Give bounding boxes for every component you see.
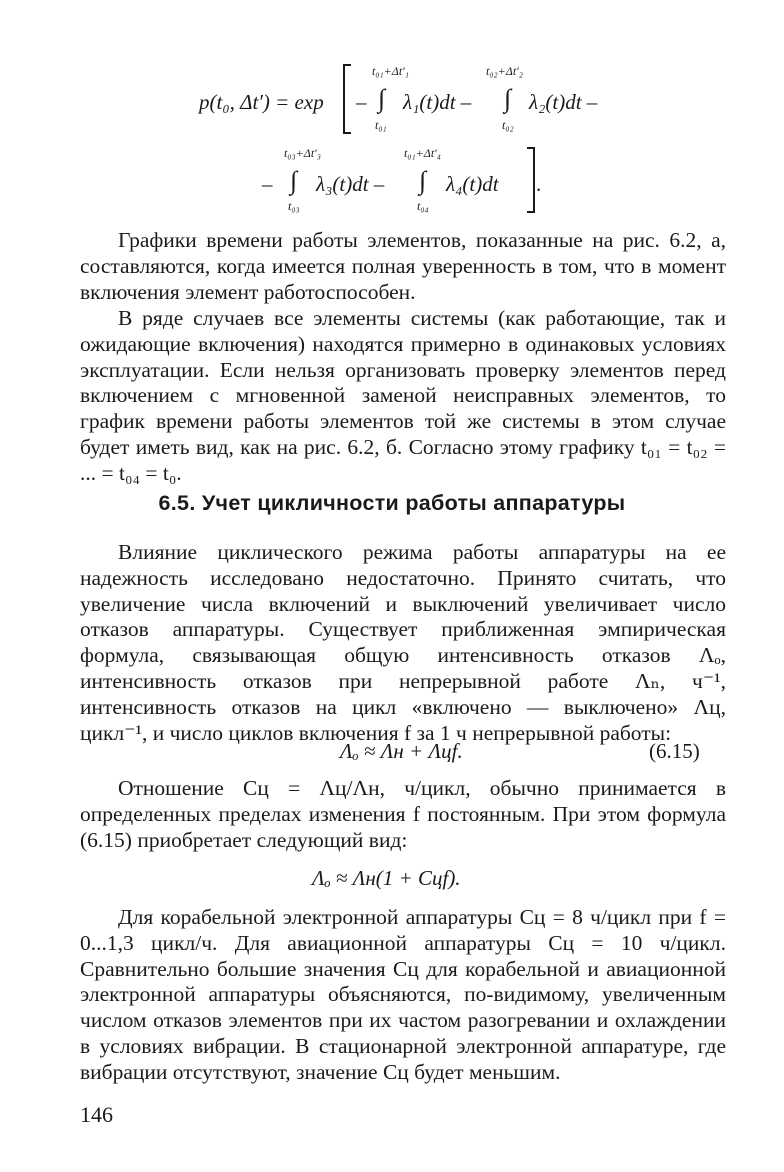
int1-lower: t₀₁: [375, 118, 387, 132]
int3-upper: t₀₃+Δt′₃: [284, 146, 321, 160]
equation-number-6-15: (6.15): [649, 739, 700, 763]
left-bracket: [343, 64, 351, 134]
equation-6-15: Λₒ ≈ Λн + Λцf.: [340, 739, 463, 763]
int2-upper: t₀₂+Δt′₂: [486, 64, 523, 78]
paragraph-4: Отношение Cц = Λц/Λн, ч/цикл, обычно принимается в определенных пределах изменения f постоянным. При этом формула (6.15) приобретает следующий вид:: [80, 776, 726, 852]
formula-lhs: p(t₀, Δt′) = exp: [199, 90, 324, 114]
integral-sign-4: ∫: [419, 166, 427, 195]
section-heading: 6.5. Учет цикличности работы аппаратуры: [158, 491, 626, 515]
page-number: 146: [80, 1102, 113, 1127]
int3-body: λ₃(t)dt –: [316, 172, 385, 196]
int3-lower: t₀₃: [288, 199, 300, 213]
int1-body: λ₁(t)dt –: [403, 90, 472, 114]
integral-sign-2: ∫: [504, 84, 512, 113]
formula-minus-1: –: [356, 90, 367, 114]
integral-sign-1: ∫: [378, 84, 386, 113]
int1-upper: t₀₁+Δt′₁: [372, 64, 409, 78]
int2-body: λ₂(t)dt –: [529, 90, 598, 114]
int2-lower: t₀₂: [502, 118, 514, 132]
formula-end-period: .: [536, 172, 542, 196]
paragraph-5: Для корабельной электронной аппаратуры Cц = 8 ч/цикл при f = 0...1,3 цикл/ч. Для авиационной аппаратуры Cц = 10 ч/цикл. Сравнительно большие значения Cц для корабельной и авиационной электронной аппаратуры объясняются, по-видимому, увеличенным числом отказов элементов при их частом разогревании и охлаждении в условиях вибрации. В стационарной электронной аппаратуре, где вибрации отсутствуют, значение Cц будет меньшим.: [80, 905, 726, 1084]
integral-sign-3: ∫: [290, 166, 298, 195]
right-bracket: [527, 147, 535, 213]
equation-2: Λₒ ≈ Λн(1 + Cцf).: [312, 866, 461, 890]
int4-lower: t₀₄: [417, 199, 429, 213]
formula-minus-2: –: [262, 172, 273, 196]
int4-upper: t₀₁+Δt′₄: [404, 146, 441, 160]
paragraph-3: Влияние циклического режима работы аппаратуры на ее надежность исследовано недостаточно. Принято считать, что увеличение числа включений и выключений увеличивает число отказов аппаратуры. Существует приближенная эмпирическая формула, связывающая общую интенсивность отказов Λₒ, интенсивность отказов при непрерывной работе Λₙ, ч⁻¹, интенсивность отказов на цикл «включено — выключено» Λц, цикл⁻¹, и число циклов включения f за 1 ч непрерывной работы:: [80, 540, 726, 745]
paragraph-1: Графики времени работы элементов, показанные на рис. 6.2, а, составляются, когда имеется полная уверенность в том, что в момент включения элемент работоспособен.: [80, 228, 726, 304]
paragraph-2: В ряде случаев все элементы системы (как работающие, так и ожидающие включения) находятся примерно в одинаковых условиях эксплуатации. Если нельзя организовать проверку элементов перед включением с мгновенной заменой неисправных элементов, то график времени работы элементов той же системы в этом случае будет иметь вид, как на рис. 6.2, б. Согласно этому графику t₀₁ = t₀₂ = ... = t₀₄ = t₀.: [80, 306, 726, 485]
int4-body: λ₄(t)dt: [446, 172, 499, 196]
